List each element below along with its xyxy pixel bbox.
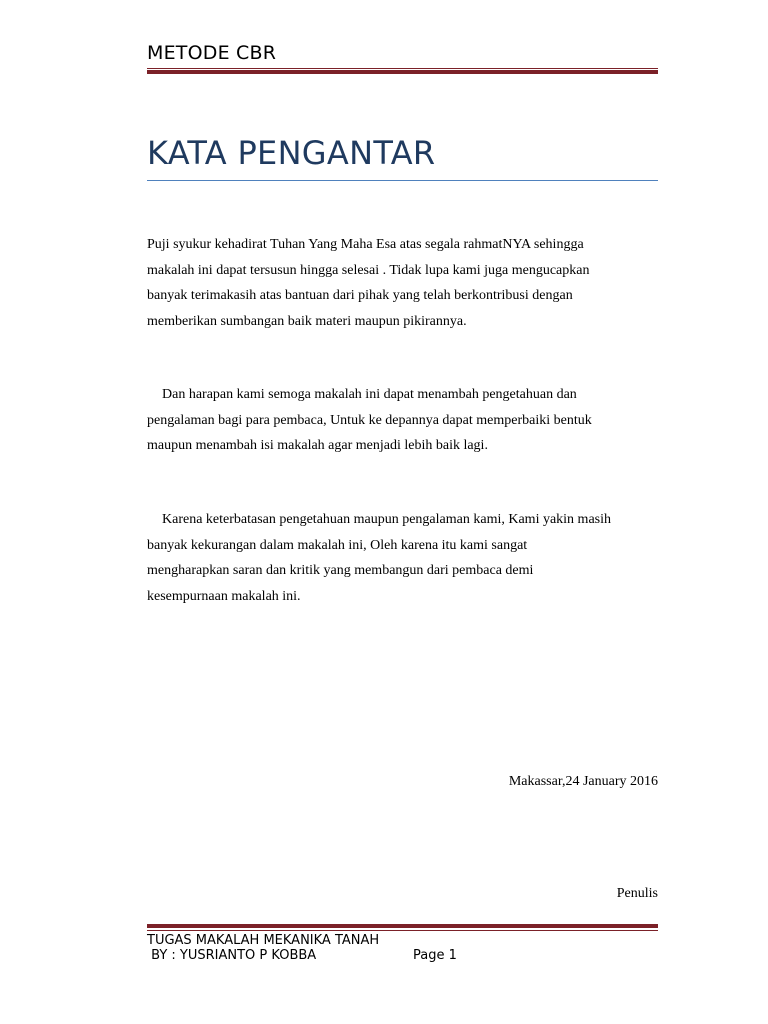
- paragraph-line: maupun menambah isi makalah agar menjadi lebih baik lagi.: [147, 438, 488, 453]
- paragraph-line: banyak terimakasih atas bantuan dari pihak yang telah berkontribusi dengan: [147, 288, 573, 303]
- paragraph-line: Puji syukur kehadirat Tuhan Yang Maha Esa atas segala rahmatNYA sehingga: [147, 237, 584, 252]
- paragraph-line: mengharapkan saran dan kritik yang membangun dari pembaca demi: [147, 563, 534, 578]
- header-rule-thick: [147, 70, 658, 74]
- paragraph-1: [147, 232, 662, 334]
- header-rule-thin: [147, 68, 658, 69]
- paragraph-line: makalah ini dapat tersusun hingga selesai . Tidak lupa kami juga mengucapkan: [147, 262, 590, 278]
- signature: Penulis: [616, 886, 658, 901]
- paragraph-2: [147, 382, 662, 459]
- header-title: METODE CBR: [147, 42, 277, 64]
- paragraph-3: [147, 507, 662, 609]
- page-title: KATA PENGANTAR: [147, 134, 436, 172]
- paragraph-line: pengalaman bagi para pembaca, Untuk ke depannya dapat memperbaiki bentuk: [147, 412, 592, 428]
- footer-rule-thick: [147, 924, 658, 928]
- title-underline: [147, 180, 658, 181]
- footer-page-number: Page 1: [413, 948, 457, 963]
- footer-author: BY : YUSRIANTO P KOBBA: [147, 948, 317, 963]
- footer-course: TUGAS MAKALAH MEKANIKA TANAH: [147, 933, 380, 948]
- paragraph-line: kesempurnaan makalah ini.: [147, 588, 301, 604]
- paragraph-line: Dan harapan kami semoga makalah ini dapat menambah pengetahuan dan: [162, 387, 577, 402]
- paragraph-line: memberikan sumbangan baik materi maupun pikirannya.: [147, 313, 467, 329]
- place-date: Makassar,24 January 2016: [508, 774, 658, 789]
- paragraph-line: Karena keterbatasan pengetahuan maupun pengalaman kami, Kami yakin masih: [162, 512, 611, 527]
- footer-rule-thin: [147, 930, 658, 931]
- paragraph-line: banyak kekurangan dalam makalah ini, Oleh karena itu kami sangat: [147, 537, 528, 553]
